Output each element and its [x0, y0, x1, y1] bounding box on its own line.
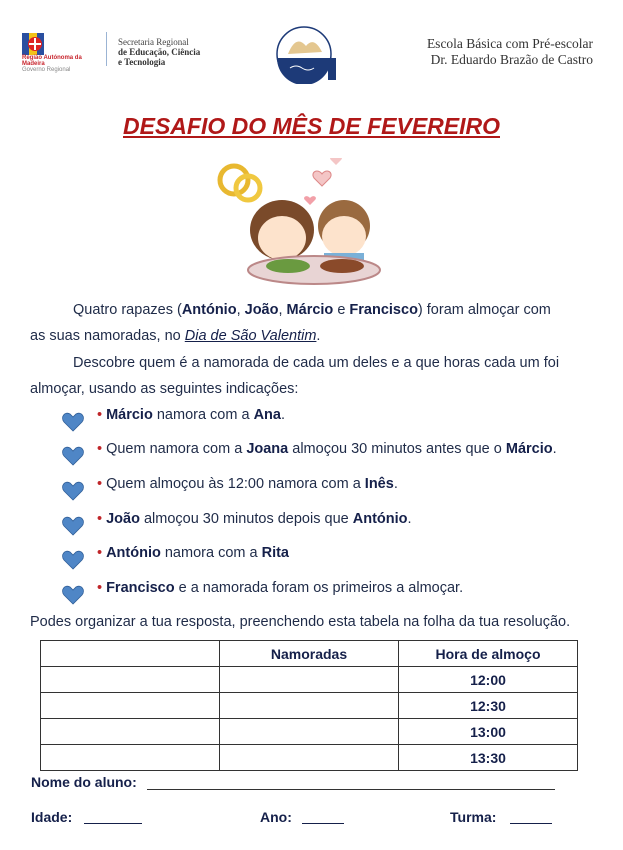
- clue-name: Márcio: [505, 441, 553, 457]
- clue-name: António: [352, 511, 408, 527]
- girlfriend-cell[interactable]: [220, 667, 399, 693]
- clue-item: [97, 441, 557, 457]
- student-name-label: Nome do aluno:: [31, 774, 137, 790]
- header-cell-hora: Hora de almoço: [399, 641, 578, 667]
- bullet-dot: •: [97, 407, 103, 423]
- clue-text: .: [280, 407, 286, 423]
- clue-item: [97, 511, 412, 527]
- clue-text: almoçou 30 minutos antes que o: [288, 441, 506, 457]
- clue-text: .: [407, 511, 412, 527]
- valentine-couple-illustration: [212, 158, 412, 288]
- clue-text: Quem almoçou às 12:00 namora com a: [106, 476, 365, 492]
- clue-item: [97, 407, 285, 423]
- clue-name: Francisco: [106, 580, 175, 596]
- time-cell: 13:00: [399, 719, 578, 745]
- girlfriend-cell[interactable]: [220, 693, 399, 719]
- answer-table: [40, 640, 578, 771]
- clue-text: e a namorada foram os primeiros a almoçar.: [174, 580, 464, 596]
- table-row: [41, 719, 578, 745]
- clue-text: namora com a: [152, 407, 254, 423]
- class-line[interactable]: [510, 823, 552, 824]
- clue-name: Joana: [246, 441, 289, 457]
- clue-text: .: [393, 476, 398, 492]
- school-name: Escola Básica com Pré-escolar Dr. Eduardo Brazão de Castro: [426, 36, 593, 67]
- clue-name: Inês: [364, 476, 394, 492]
- heart-bullet-icon: [62, 446, 84, 466]
- name-cell[interactable]: [41, 667, 220, 693]
- student-name-line[interactable]: [147, 789, 555, 790]
- heart-bullet-icon: [62, 585, 84, 605]
- age-label: Idade:: [31, 809, 73, 825]
- time-cell: 12:30: [399, 693, 578, 719]
- instruction-line-2: almoçar, usando as seguintes indicações:: [30, 381, 299, 397]
- name-cell[interactable]: [41, 693, 220, 719]
- bullet-dot: •: [97, 545, 103, 561]
- page-title: DESAFIO DO MÊS DE FEVEREIRO: [123, 113, 500, 139]
- year-line[interactable]: [302, 823, 344, 824]
- bullet-dot: •: [97, 580, 103, 596]
- bullet-dot: •: [97, 441, 103, 457]
- heart-bullet-icon: [62, 481, 84, 501]
- age-line[interactable]: [84, 823, 142, 824]
- clue-name: João: [106, 511, 140, 527]
- instruction-line-1: Descobre quem é a namorada de cada um deles e a que horas cada um foi: [73, 355, 560, 371]
- heart-bullet-icon: [62, 550, 84, 570]
- table-row: [41, 667, 578, 693]
- time-cell: 12:00: [399, 667, 578, 693]
- header-cell-namoradas: Namoradas: [220, 641, 399, 667]
- intro-line-1: Quatro rapazes (António, João, Márcio e Francisco) foram almoçar com: [73, 302, 551, 318]
- table-instruction: Podes organizar a tua resposta, preenchendo esta tabela na folha da tua resolução.: [30, 614, 571, 630]
- table-row: [41, 693, 578, 719]
- clue-name: Ana: [253, 407, 281, 423]
- clue-item: [97, 476, 398, 492]
- header-cell-name: [41, 641, 220, 667]
- madeira-flag-logo-icon: [22, 33, 44, 55]
- clue-text: Quem namora com a: [106, 441, 247, 457]
- bullet-dot: •: [97, 476, 103, 492]
- clue-item: [97, 545, 289, 561]
- class-label: Turma:: [450, 809, 497, 825]
- table-row: [41, 745, 578, 771]
- girlfriend-cell[interactable]: [220, 745, 399, 771]
- table-header-row: [41, 641, 578, 667]
- secretaria-text: Secretaria Regional de Educação, Ciência e Tecnologia: [118, 37, 201, 67]
- clue-text: namora com a: [160, 545, 262, 561]
- time-cell: 13:30: [399, 745, 578, 771]
- clue-name: António: [106, 545, 161, 561]
- heart-bullet-icon: [62, 412, 84, 432]
- name-cell[interactable]: [41, 719, 220, 745]
- heart-bullet-icon: [62, 516, 84, 536]
- clue-name: Rita: [261, 545, 289, 561]
- clue-text: almoçou 30 minutos depois que: [139, 511, 353, 527]
- school-emblem-icon: [266, 24, 342, 84]
- intro-line-2: as suas namoradas, no Dia de São Valentim.: [30, 328, 321, 344]
- clue-name: Márcio: [106, 407, 153, 423]
- bullet-dot: •: [97, 511, 103, 527]
- region-logo-text: Região Autónoma da Madeira Governo Regional: [22, 55, 82, 73]
- year-label: Ano:: [260, 809, 292, 825]
- name-cell[interactable]: [41, 745, 220, 771]
- girlfriend-cell[interactable]: [220, 719, 399, 745]
- header-divider: [106, 32, 107, 66]
- clue-text: .: [552, 441, 557, 457]
- clue-item: [97, 580, 463, 596]
